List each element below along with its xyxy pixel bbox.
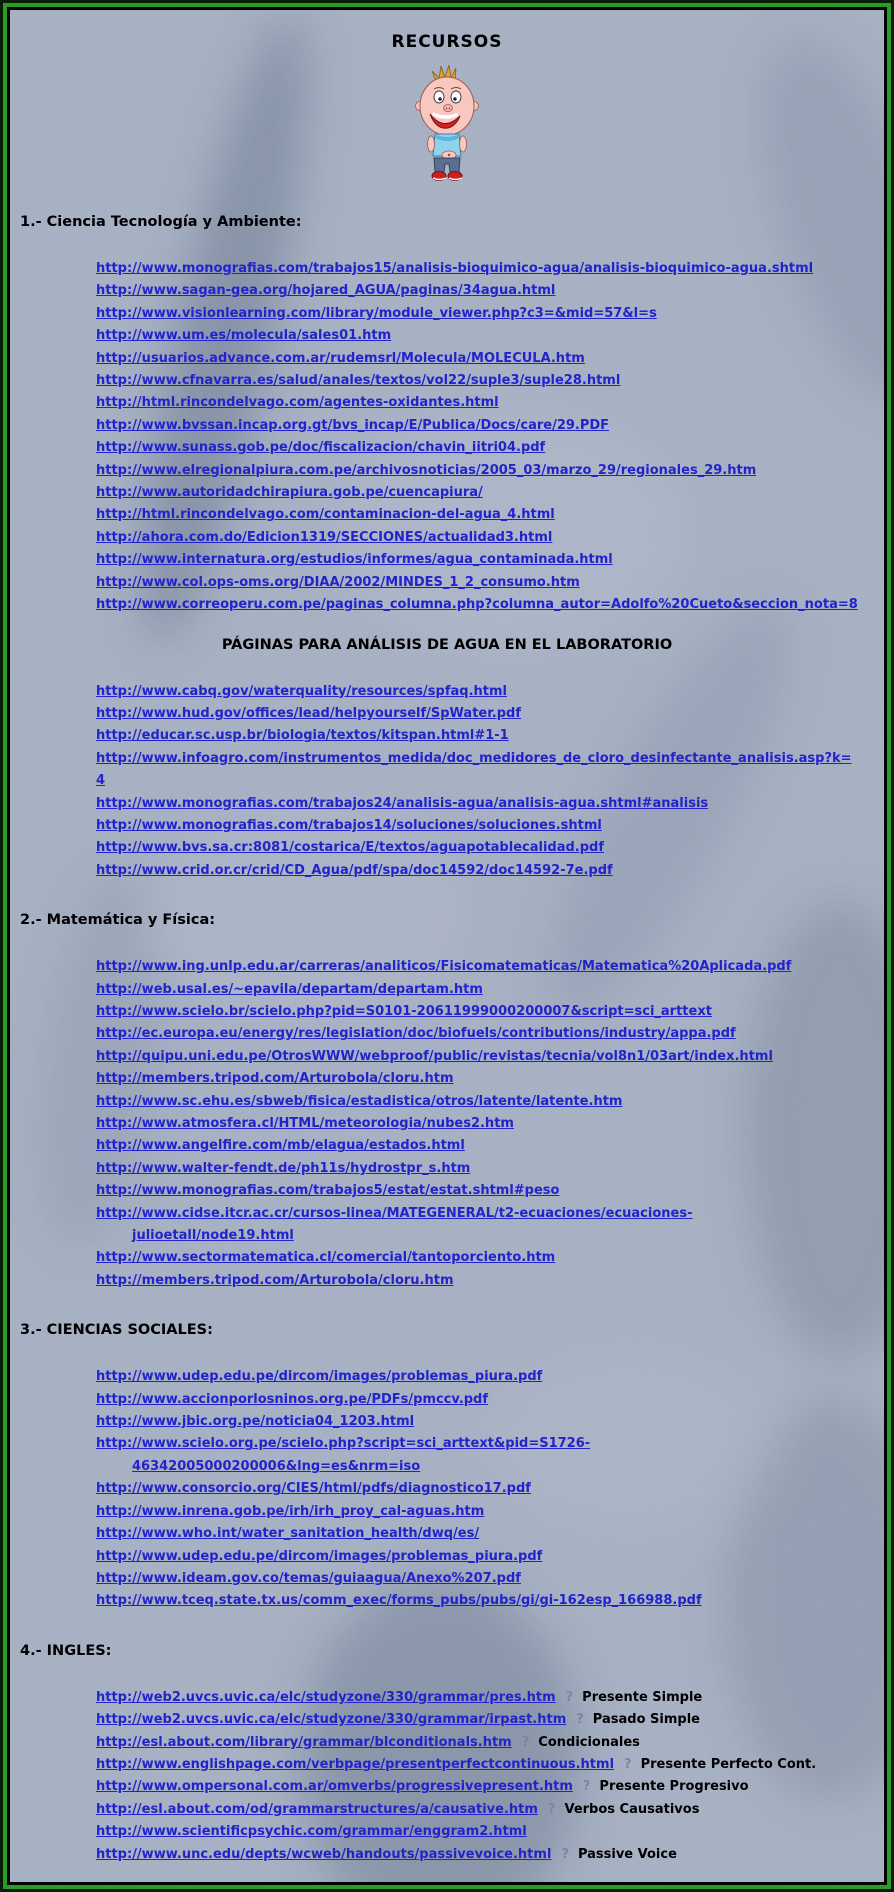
url-line (96, 504, 884, 526)
url-line (96, 1203, 884, 1225)
url-line (96, 1433, 884, 1455)
url-link[interactable]: 46342005000200006&lng=es&nrm=iso (132, 1458, 421, 1474)
url-line (96, 1366, 884, 1388)
url-link[interactable]: http://members.tripod.com/Arturobola/cloru.htm (96, 1071, 454, 1087)
url-line (96, 549, 884, 571)
url-link[interactable]: http://www.bvssan.incap.org.gt/bvs_incap/E/Publica/Docs/care/29.PDF (96, 417, 610, 433)
url-line (96, 1754, 884, 1776)
url-link[interactable]: http://ahora.com.do/Edicion1319/SECCIONES/actualidad3.html (96, 529, 553, 545)
url-line (96, 860, 884, 882)
url-line (96, 1844, 884, 1866)
url-link[interactable]: http://www.sc.ehu.es/sbweb/fisica/estadistica/otros/latente/latente.htm (96, 1093, 623, 1109)
baby-cartoon-illustration (406, 64, 488, 184)
section-ciencias-sociales (10, 1322, 884, 1612)
url-link[interactable]: http://www.monografias.com/trabajos5/estat/estat.shtml#peso (96, 1183, 560, 1199)
url-link[interactable]: http://www.englishpage.com/verbpage/presentperfectcontinuous.html (96, 1756, 615, 1772)
grammar-topic-label: Verbos Causativos (564, 1801, 700, 1817)
url-line (96, 1821, 884, 1843)
url-line (96, 1158, 884, 1180)
url-link[interactable]: http://www.who.int/water_sanitation_health/dwq/es/ (96, 1526, 480, 1542)
url-link[interactable]: http://www.jbic.org.pe/noticia04_1203.html (96, 1414, 415, 1430)
url-link[interactable]: http://www.inrena.gob.pe/irh/irh_proy_cal-aguas.htm (96, 1503, 485, 1519)
url-link[interactable]: http://educar.sc.usp.br/biologia/textos/kitspan.html#1-1 (96, 728, 509, 744)
url-list (96, 1366, 884, 1612)
url-link[interactable]: http://quipu.uni.edu.pe/OtrosWWW/webproof/public/revistas/tecnia/vol8n1/03art/index.html (96, 1048, 773, 1064)
url-line (96, 415, 884, 437)
url-link[interactable]: http://usuarios.advance.com.ar/rudemsrl/Molecula/MOLECULA.htm (96, 350, 585, 366)
url-line (96, 1590, 884, 1612)
url-link[interactable]: http://www.autoridadchirapiura.gob.pe/cuencapiura/ (96, 485, 483, 501)
url-line (96, 1247, 884, 1269)
url-link[interactable]: http://web2.uvcs.uvic.ca/elc/studyzone/330/grammar/pres.htm (96, 1689, 556, 1705)
url-link[interactable]: http://www.correoperu.com.pe/paginas_columna.php?columna_autor=Adolfo%20Cueto&seccion_nota=8 (96, 597, 858, 613)
url-link[interactable]: http://www.walter-fendt.de/ph11s/hydrostpr_s.htm (96, 1160, 471, 1176)
url-line (96, 1799, 884, 1821)
url-link[interactable]: http://www.sectormatematica.cl/comercial/tantoporciento.htm (96, 1250, 556, 1266)
url-line (96, 370, 884, 392)
url-line (96, 1501, 884, 1523)
url-link[interactable]: http://www.col.ops-oms.org/DIAA/2002/MINDES_1_2_consumo.htm (96, 574, 580, 590)
url-link[interactable]: http://www.elregionalpiura.com.pe/archivosnoticias/2005_03/marzo_29/regionales_29.htm (96, 462, 757, 478)
url-line (96, 1046, 884, 1068)
url-list (96, 681, 884, 883)
url-line (96, 348, 884, 370)
url-link[interactable]: http://www.scielo.br/scielo.php?pid=S0101-20611999000200007&script=sci_arttext (96, 1003, 712, 1019)
url-line (96, 1478, 884, 1500)
separator-glyph: ? (576, 1712, 584, 1728)
url-line (96, 1523, 884, 1545)
url-line (96, 1225, 884, 1247)
url-line (96, 1411, 884, 1433)
section-heading: 1.- Ciencia Tecnología y Ambiente: (20, 214, 302, 230)
url-link[interactable]: http://www.bvs.sa.cr:8081/costarica/E/textos/aguapotablecalidad.pdf (96, 840, 604, 856)
url-list (96, 956, 884, 1292)
grammar-topic-label: Pasado Simple (592, 1712, 700, 1728)
url-line (96, 703, 884, 725)
url-link[interactable]: http://www.ideam.gov.co/temas/guiaagua/Anexo%207.pdf (96, 1570, 521, 1586)
url-link[interactable]: http://www.monografias.com/trabajos15/analisis-bioquimico-agua/analisis-bioquimico-agua.shtml (96, 261, 814, 276)
url-link[interactable]: http://www.consorcio.org/CIES/html/pdfs/diagnostico17.pdf (96, 1481, 531, 1497)
section-heading: 4.- INGLES: (20, 1642, 112, 1659)
url-link[interactable]: http://www.infoagro.com/instrumentos_medida/doc_medidores_de_cloro_desinfectante_analisis.asp?k= (96, 750, 852, 766)
url-line (96, 837, 884, 859)
url-line (96, 1068, 884, 1090)
url-line (96, 1113, 884, 1135)
url-line (96, 1709, 884, 1731)
url-link[interactable]: http://www.tceq.state.tx.us/comm_exec/forms_pubs/pubs/gi/gi-162esp_166988.pdf (96, 1593, 702, 1609)
url-line (96, 1135, 884, 1157)
url-link[interactable]: http://members.tripod.com/Arturobola/cloru.htm (96, 1272, 454, 1288)
section-heading: 2.- Matemática y Física: (20, 912, 216, 929)
url-link[interactable]: http://www.hud.gov/offices/lead/helpyourself/SpWater.pdf (96, 705, 522, 721)
url-link[interactable]: http://www.ompersonal.com.ar/omverbs/progressivepresent.htm (96, 1779, 573, 1795)
separator-glyph: ? (582, 1779, 591, 1795)
url-line (96, 815, 884, 837)
url-line (96, 1180, 884, 1202)
url-line (96, 460, 884, 482)
grammar-topic-label: Passive Voice (577, 1846, 677, 1862)
url-line (96, 681, 884, 703)
url-link[interactable]: http://www.crid.or.cr/crid/CD_Agua/pdf/spa/doc14592/doc14592-7e.pdf (96, 862, 613, 878)
url-link[interactable]: http://www.scientificpsychic.com/grammar/enggram2.html (96, 1824, 527, 1840)
url-line (96, 770, 884, 792)
page-title: RECURSOS (391, 32, 503, 52)
url-link[interactable]: http://www.internatura.org/estudios/informes/agua_contaminada.html (96, 552, 613, 568)
url-link[interactable]: http://www.cidse.itcr.ac.cr/cursos-linea/MATEGENERAL/t2-ecuaciones/ecuaciones- (96, 1205, 693, 1221)
url-link[interactable]: julioetall/node19.html (132, 1228, 294, 1244)
url-line (96, 303, 884, 325)
grammar-topic-label: Presente Progresivo (599, 1779, 749, 1795)
url-line (96, 1023, 884, 1045)
separator-glyph: ? (624, 1756, 632, 1772)
url-line (96, 725, 884, 747)
document-content (10, 10, 884, 1882)
url-link[interactable]: http://www.cfnavarra.es/salud/anales/textos/vol22/suple3/suple28.html (96, 373, 621, 389)
url-link[interactable]: 4 (96, 773, 106, 789)
url-link[interactable]: http://html.rincondelvago.com/contaminacion-del-agua_4.html (96, 507, 555, 523)
url-link[interactable]: http://www.sunass.gob.pe/doc/fiscalizacion/chavin_iitri04.pdf (96, 440, 546, 456)
subsection-heading-analisis-agua: PÁGINAS PARA ANÁLISIS DE AGUA EN EL LABORATORIO (221, 636, 673, 653)
separator-glyph: ? (561, 1846, 569, 1862)
url-link[interactable]: http://www.udep.edu.pe/dircom/images/problemas_piura.pdf (96, 1548, 543, 1564)
url-line (96, 280, 884, 302)
url-link[interactable]: http://web.usal.es/~epavila/departam/departam.htm (96, 981, 483, 997)
url-line (96, 1687, 884, 1709)
url-link[interactable]: http://www.cabq.gov/waterquality/resources/spfaq.html (96, 683, 507, 699)
url-link[interactable]: http://www.sagan-gea.org/hojared_AGUA/paginas/34agua.html (96, 283, 556, 299)
url-line (96, 1456, 884, 1478)
url-link[interactable]: http://www.visionlearning.com/library/module_viewer.php?c3=&mid=57&l=s (96, 305, 657, 321)
url-line (96, 1001, 884, 1023)
url-link[interactable]: http://www.angelfire.com/mb/elagua/estados.html (96, 1138, 465, 1154)
separator-glyph: ? (521, 1734, 530, 1750)
separator-glyph: ? (565, 1689, 574, 1705)
url-line (96, 956, 884, 978)
url-line (96, 392, 884, 414)
url-line (96, 527, 884, 549)
url-line (96, 1270, 884, 1292)
url-link[interactable]: http://web2.uvcs.uvic.ca/elc/studyzone/330/grammar/irpast.htm (96, 1712, 567, 1728)
url-line (96, 748, 884, 770)
url-link[interactable]: http://www.monografias.com/trabajos14/soluciones/soluciones.shtml (96, 817, 602, 833)
url-line (96, 482, 884, 504)
url-link[interactable]: http://esl.about.com/library/grammar/blconditionals.htm (96, 1734, 512, 1750)
url-line (96, 1091, 884, 1113)
url-line (96, 437, 884, 459)
section-heading: 3.- CIENCIAS SOCIALES: (20, 1322, 213, 1339)
grammar-topic-label: Condicionales (538, 1734, 640, 1750)
url-link[interactable]: http://www.accionporlosninos.org.pe/PDFs/pmccv.pdf (96, 1391, 489, 1407)
grammar-topic-label: Presente Perfecto Cont. (640, 1756, 817, 1772)
url-link[interactable]: http://www.monografias.com/trabajos24/analisis-agua/analisis-agua.shtml#analisis (96, 795, 709, 811)
grammar-topic-label: Presente Simple (582, 1689, 703, 1705)
url-line (96, 1776, 884, 1798)
url-link[interactable]: http://ec.europa.eu/energy/res/legislation/doc/biofuels/contributions/industry/appa.pdf (96, 1026, 736, 1042)
url-link[interactable]: http://www.udep.edu.pe/dircom/images/problemas_piura.pdf (96, 1369, 543, 1385)
url-line (96, 979, 884, 1001)
url-link[interactable]: http://www.atmosfera.cl/HTML/meteorologia/nubes2.htm (96, 1116, 514, 1131)
url-line (96, 1389, 884, 1411)
url-line (96, 594, 884, 616)
url-line (96, 572, 884, 594)
url-link[interactable]: http://www.unc.edu/depts/wcweb/handouts/passivevoice.html (96, 1846, 552, 1862)
url-line (96, 1568, 884, 1590)
url-link[interactable]: http://www.um.es/molecula/sales01.htm (96, 328, 392, 344)
url-list (96, 1687, 884, 1866)
url-link[interactable]: http://esl.about.com/od/grammarstructures/a/causative.htm (96, 1801, 538, 1817)
section-ciencia-tecnologia-ambiente (10, 214, 884, 882)
url-line (96, 325, 884, 347)
section-matematica-fisica (10, 912, 884, 1292)
separator-glyph: ? (547, 1801, 556, 1817)
url-line (96, 793, 884, 815)
url-line (96, 1732, 884, 1754)
section-ingles (10, 1643, 884, 1866)
url-line (96, 258, 884, 280)
url-list (96, 258, 884, 617)
url-link[interactable]: http://html.rincondelvago.com/agentes-oxidantes.html (96, 395, 499, 411)
url-link[interactable]: http://www.scielo.org.pe/scielo.php?script=sci_arttext&pid=S1726- (96, 1436, 591, 1452)
url-line (96, 1546, 884, 1568)
url-link[interactable]: http://www.ing.unlp.edu.ar/carreras/analiticos/Fisicomatematicas/Matematica%20Aplicada.pdf (96, 959, 792, 975)
